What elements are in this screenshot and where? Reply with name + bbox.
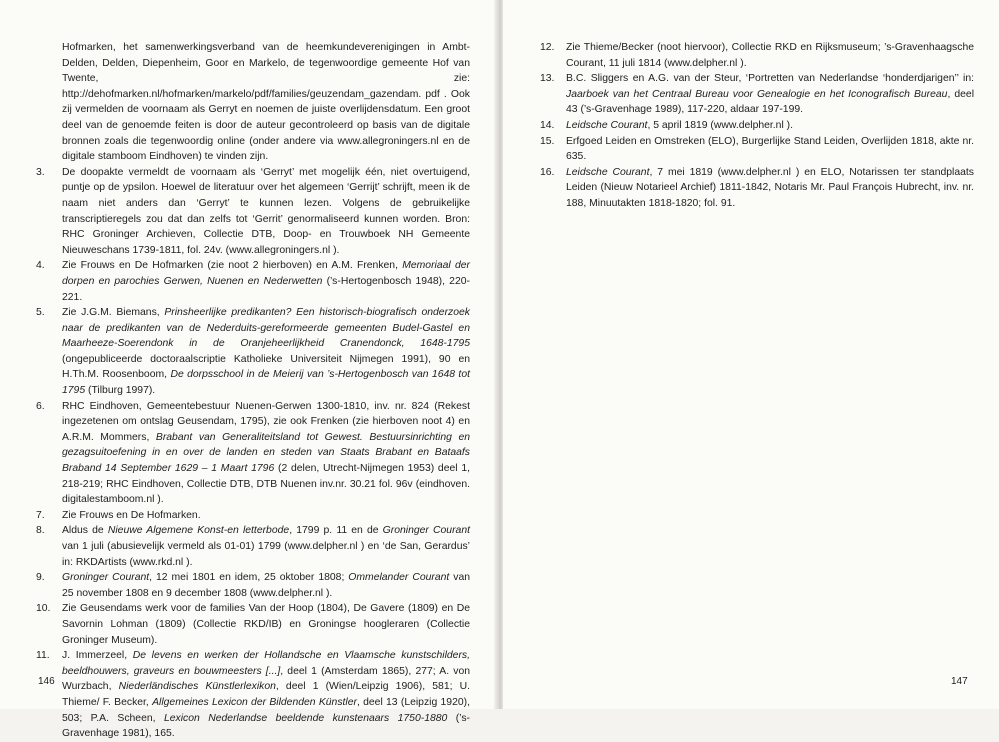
page-number: 146: [38, 676, 55, 687]
endnote-text: Zie Geusendams werk voor de families Van der Hoop (1804), De Gavere (1809) en De Savornin Lohman (1809) (Collectie RKD/IB) en Groningse hoogleraren (Collectie Groninger Museum).: [62, 603, 470, 646]
endnote-number: 6.: [36, 400, 45, 412]
endnote: [540, 71, 974, 118]
endnote-text: Leidsche Courant, 7 mei 1819 (www.delpher.nl ) en ELO, Notarissen ter standplaats Leiden (Nieuw Notarieel Archief) 1811-1842, Notaris Mr. Paul François Hubrecht, inv. nr. 188, Minuutakten 1818-1820; fol. 91.: [566, 166, 974, 209]
endnote: [36, 40, 470, 165]
endnote-number: 16.: [540, 166, 555, 178]
endnote-number: 12.: [540, 42, 555, 53]
endnote-text: RHC Eindhoven, Gemeentebestuur Nuenen-Gerwen 1300-1810, inv. nr. 824 (Rekest ingezetenen om ontslag Geusendam, 1795), zie ook Frenken (zie hierboven noot 4) en A.R.M. Mommers, Brabant van Generaliteitsland tot Gewest. Bestuursinrichting en gezagsuitoefening in en over de landen en steden van Staats Brabant en Bataafs Braband 14 September 1629 – 1 Maart 1796 (2 delen, Utrecht-Nijmegen 1953) deel 1, 218-219; RHC Eindhoven, Collectie DTB, DTB Nuenen inv.nr. 30.21 fol. 96v (eindhoven. digitalestamboom.nl ).: [62, 400, 470, 506]
endnote: [540, 40, 974, 71]
endnote: [36, 523, 470, 570]
endnote-text: Aldus de Nieuwe Algemene Konst-en letterbode, 1799 p. 11 en de Groninger Courant van 1 juli (abusievelijk vermeld als 01-01) 1799 (www.delpher.nl ) en ‘de San, Gerardus’ in: RKDArtists (www.rkd.nl ).: [62, 525, 470, 568]
endnote-number: 14.: [540, 119, 555, 131]
endnote-text: Zie J.G.M. Biemans, Prinsheerlijke predikanten? Een historisch-biografisch onderzoek naar de predikanten van de Nederduits-gereformeerde gemeenten Budel-Gastel en Maarheeze-Soerendonk in de Oranjeheerlijkheid Cranendonck, 1648-1795 (ongepubliceerde doctoraalscriptie Katholieke Universiteit Nijmegen 1991), 90 en H.Th.M. Roosenboom, De dorpsschool in de Meierij van ’s-Hertogenbosch van 1648 tot 1795 (Tilburg 1997).: [62, 307, 470, 397]
endnote-text: Zie Frouws en De Hofmarken (zie noot 2 hierboven) en A.M. Frenken, Memoriaal der dorpen en parochies Gerwen, Nuenen en Nederwetten (’s-Hertogenbosch 1948), 220-221.: [62, 260, 470, 303]
endnote-text: B.C. Sliggers en A.G. van der Steur, ‘Portretten van Nederlandse ‘honderdjarigen’’ in: Jaarboek van het Centraal Bureau voor Genealogie en het Iconografisch Bureau, deel 43 (’s-Gravenhage 1989), 117-220, aldaar 197-199.: [566, 73, 975, 116]
endnote-number: 4.: [36, 260, 45, 272]
endnote-number: 3.: [36, 166, 45, 178]
endnote: [36, 570, 470, 601]
endnote-text: Leidsche Courant, 5 april 1819 (www.delpher.nl ).: [566, 119, 793, 131]
endnote-number: 9.: [36, 572, 45, 584]
endnote-number: 13.: [540, 73, 555, 85]
endnote-text: J. Immerzeel, De levens en werken der Hollandsche en Vlaamsche kunstschilders, beeldhouwers, graveurs en bouwmeesters [...], deel 1 (Amsterdam 1865), 277; A. von Wurzbach, Niederländisches Künstlerlexikon, deel 1 (Wien/Leipzig 1906), 581; U. Thieme/ F. Becker, Allgemeines Lexicon der Bildenden Künstler, deel 13 (Leipzig 1920), 503; P.A. Scheen, Lexicon Nederlandse beeldende kunstenaars 1750-1880 (’s-Gravenhage 1981), 165.: [62, 650, 471, 740]
endnote-number: 5.: [36, 307, 45, 319]
endnote: [36, 648, 470, 742]
endnote: [36, 399, 470, 508]
endnote: [36, 165, 470, 259]
endnote-number: 11.: [36, 650, 50, 662]
endnote: [540, 165, 974, 212]
endnote: [36, 258, 470, 305]
endnote-text: De doopakte vermeldt de voornaam als ‘Gerryt’ met mogelijk één, niet overtuigend, puntje op de ypsilon. Hoewel de literatuur over het algemeen ‘Gerrijt’ schrijft, meen ik de naam niet anders dan ‘Gerryt’ te kunnen lezen. Volgens de gebruikelijke transcriptieregels zou dat dan zelfs tot ‘Gerrit’ genormaliseerd kunnen worden. Bron: RHC Groninger Archieven, Collectie DTB, Doop- en Trouwboek NH Gemeente Nieuweschans 1739-1811, fol. 24v. (www.allegroningers.nl ).: [62, 166, 470, 256]
endnote-text: Zie Frouws en De Hofmarken.: [62, 509, 201, 521]
right-page: [503, 0, 999, 709]
endnote-number: 7.: [36, 509, 45, 521]
endnote-text: Hofmarken, het samenwerkingsverband van de heemkundeverenigingen in Ambt-Delden, Delden, Diepenheim, Goor en Markelo, de tegenwoordige gemeente Hof van Twente, zie: http://dehofmarken.nl/hofmarken/markelo/pdf/families/geuzendam_gazendam. pdf . Ook zij vermelden de voornaam als Gerryt en noemen de juiste overlijdensdatum. Een groot deel van de genoemde feiten is door de auteur gecontroleerd op basis van de digitale bronnen zoals die tegenwoordig online (onder andere via www.allegroningers.nl en de digitale stamboom Eindhoven) te vinden zijn.: [62, 42, 470, 163]
endnote-number: 10.: [36, 603, 51, 615]
endnote-text: Erfgoed Leiden en Omstreken (ELO), Burgerlijke Stand Leiden, Overlijden 1818, akte nr. 635.: [566, 135, 974, 163]
endnote: [36, 508, 470, 524]
endnote-number: 15.: [540, 135, 555, 147]
endnote: [540, 134, 974, 165]
endnote: [36, 601, 470, 648]
endnotes-list: [540, 40, 974, 212]
endnote-number: 8.: [36, 525, 45, 537]
page-number: 147: [951, 676, 968, 687]
left-page: [0, 0, 496, 740]
endnote: [36, 305, 470, 399]
endnotes-list: [36, 40, 470, 742]
endnote-text: Groninger Courant, 12 mei 1801 en idem, 25 oktober 1808; Ommelander Courant van 25 november 1808 en 9 december 1808 (www.delpher.nl ).: [62, 572, 470, 599]
endnote-text: Zie Thieme/Becker (noot hiervoor), Collectie RKD en Rijksmuseum; ’s-Gravenhaagsche Courant, 11 juli 1814 (www.delpher.nl ).: [566, 42, 974, 69]
endnote: [540, 118, 974, 134]
